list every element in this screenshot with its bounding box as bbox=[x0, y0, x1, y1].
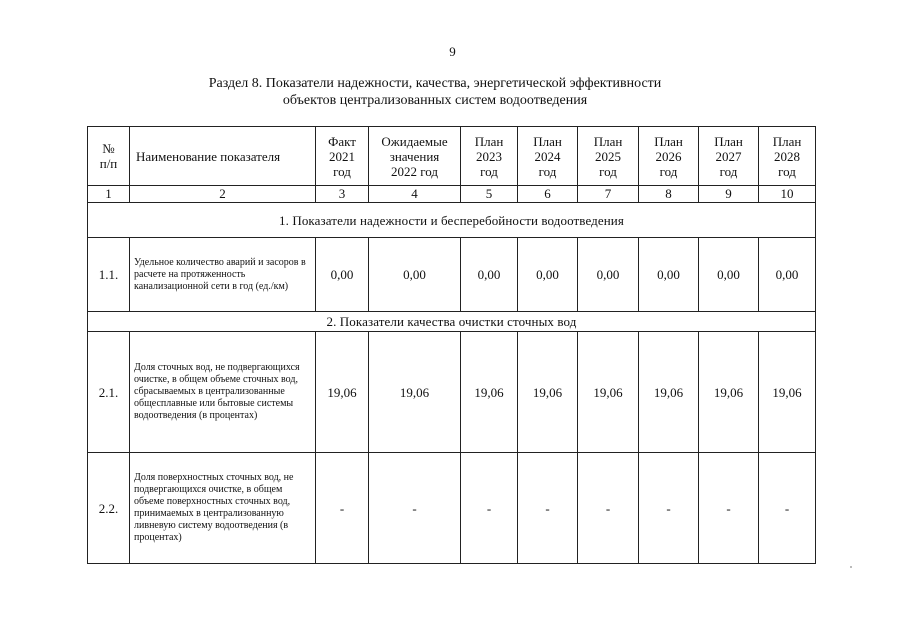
column-number: 7 bbox=[578, 186, 639, 203]
value-cell: - bbox=[518, 453, 578, 564]
table-header-row bbox=[88, 127, 816, 186]
header-plan-2025-line-1: План bbox=[593, 133, 623, 149]
column-number: 8 bbox=[639, 186, 699, 203]
value-cell: - bbox=[639, 453, 699, 564]
header-plan-2024 bbox=[518, 127, 578, 186]
value-cell: 0,00 bbox=[518, 238, 578, 312]
value-cell: 0,00 bbox=[316, 238, 369, 312]
header-plan-2025 bbox=[578, 127, 639, 186]
header-num-line-1: № bbox=[102, 141, 115, 156]
header-plan-2023-line-2: 2023 bbox=[476, 148, 502, 164]
value-cell: 19,06 bbox=[461, 332, 518, 453]
header-plan-2023-line-3: год bbox=[480, 163, 498, 179]
section-title bbox=[140, 75, 730, 109]
value-cell: 0,00 bbox=[639, 238, 699, 312]
header-plan-2024-line-2: 2024 bbox=[534, 148, 561, 164]
value-cell: 19,06 bbox=[639, 332, 699, 453]
value-cell: 0,00 bbox=[699, 238, 759, 312]
value-cell: 19,06 bbox=[578, 332, 639, 453]
header-fact-line-3: год bbox=[333, 163, 351, 179]
value-cell: 0,00 bbox=[369, 238, 461, 312]
row-number: 1.1. bbox=[88, 238, 130, 312]
table-row bbox=[88, 332, 816, 453]
indicators-table bbox=[87, 126, 816, 564]
table-row bbox=[88, 238, 816, 312]
header-name: Наименование показателя bbox=[130, 127, 316, 186]
header-expected-line-1: Ожидаемые bbox=[381, 133, 448, 149]
value-cell: - bbox=[699, 453, 759, 564]
value-cell: 19,06 bbox=[518, 332, 578, 453]
section-title-line-2: объектов централизованных систем водоотведения bbox=[282, 93, 588, 108]
column-number: 9 bbox=[699, 186, 759, 203]
header-expected-line-2: значения bbox=[389, 148, 440, 164]
group-title-reliability: 1. Показатели надежности и бесперебойности водоотведения bbox=[88, 203, 816, 238]
header-plan-2024-line-3: год bbox=[538, 163, 557, 179]
header-plan-2027-line-1: План bbox=[714, 133, 743, 149]
value-cell: - bbox=[316, 453, 369, 564]
header-plan-2026-line-3: год bbox=[659, 163, 678, 179]
header-fact-line-1: Факт bbox=[328, 133, 356, 149]
header-plan-2024-line-1: План bbox=[533, 133, 562, 149]
header-plan-2025-line-2: 2025 bbox=[595, 148, 621, 164]
header-expected bbox=[369, 127, 461, 186]
value-cell: - bbox=[369, 453, 461, 564]
row-number: 2.1. bbox=[88, 332, 130, 453]
column-number: 6 bbox=[518, 186, 578, 203]
value-cell: - bbox=[578, 453, 639, 564]
group-header-row bbox=[88, 312, 816, 332]
group-title-quality: 2. Показатели качества очистки сточных вод bbox=[88, 312, 816, 332]
group-header-row bbox=[88, 203, 816, 238]
value-cell: 0,00 bbox=[461, 238, 518, 312]
header-plan-2026-line-1: План bbox=[654, 133, 683, 149]
column-number: 10 bbox=[759, 186, 816, 203]
value-cell: - bbox=[461, 453, 518, 564]
header-fact-line-2: 2021 bbox=[329, 148, 355, 164]
table-row bbox=[88, 453, 816, 564]
value-cell: 19,06 bbox=[759, 332, 816, 453]
header-expected-line-3: 2022 год bbox=[391, 163, 438, 179]
header-plan-2026-line-2: 2026 bbox=[655, 148, 682, 164]
scan-artifact bbox=[850, 566, 852, 568]
column-number: 3 bbox=[316, 186, 369, 203]
value-cell: 19,06 bbox=[369, 332, 461, 453]
value-cell: - bbox=[759, 453, 816, 564]
column-number: 5 bbox=[461, 186, 518, 203]
section-title-line-1: Раздел 8. Показатели надежности, качества, энергетической эффективности bbox=[208, 76, 662, 91]
column-numbers-row bbox=[88, 186, 816, 203]
page-number: 9 bbox=[449, 44, 456, 59]
header-plan-2026 bbox=[639, 127, 699, 186]
column-number: 4 bbox=[369, 186, 461, 203]
header-plan-2027-line-3: год bbox=[719, 163, 738, 179]
row-indicator-name: Доля сточных вод, не подвергающихся очистке, в общем объеме сточных вод, сбрасываемых в централизованные общесплавные или бытовые системы водоотведения (в процентах) bbox=[130, 332, 316, 453]
column-number: 2 bbox=[130, 186, 316, 203]
header-plan-2027-line-2: 2027 bbox=[715, 148, 742, 164]
value-cell: 19,06 bbox=[699, 332, 759, 453]
header-plan-2028-line-3: год bbox=[778, 163, 796, 179]
header-plan-2027 bbox=[699, 127, 759, 186]
header-plan-2028-line-2: 2028 bbox=[774, 148, 800, 164]
value-cell: 0,00 bbox=[578, 238, 639, 312]
header-plan-2028-line-1: План bbox=[772, 133, 802, 149]
value-cell: 19,06 bbox=[316, 332, 369, 453]
row-indicator-name: Удельное количество аварий и засоров в расчете на протяженность канализационной сети в год (ед./км) bbox=[130, 238, 316, 312]
header-plan-2023-line-1: План bbox=[474, 133, 504, 149]
row-indicator-name: Доля поверхностных сточных вод, не подвергающихся очистке, в общем объеме поверхностных сточных вод, принимаемых в централизованную ливневую систему водоотведения (в процентах) bbox=[130, 453, 316, 564]
column-number: 1 bbox=[88, 186, 130, 203]
header-fact bbox=[316, 127, 369, 186]
header-plan-2028 bbox=[759, 127, 816, 186]
header-num-line-2: п/п bbox=[99, 156, 118, 171]
header-num bbox=[88, 127, 130, 186]
row-number: 2.2. bbox=[88, 453, 130, 564]
header-plan-2023 bbox=[461, 127, 518, 186]
value-cell: 0,00 bbox=[759, 238, 816, 312]
header-plan-2025-line-3: год bbox=[599, 163, 617, 179]
